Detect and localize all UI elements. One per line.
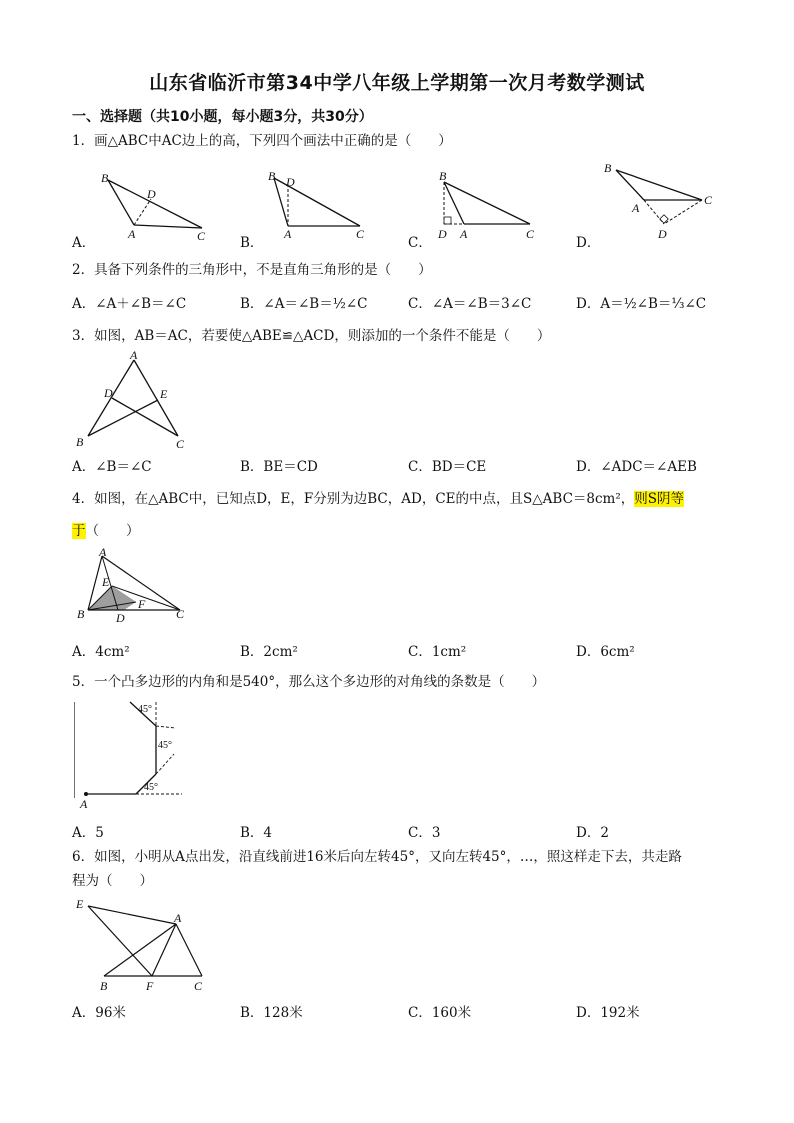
q6-label-f: F <box>146 979 154 993</box>
q6-label-a: A <box>174 911 182 925</box>
question-5-figure <box>74 698 194 810</box>
q1-option-a[interactable]: A． <box>72 235 96 251</box>
q3-label-e: E <box>160 387 168 401</box>
q5-option-c[interactable]: C．3 <box>408 825 441 841</box>
q1-figure-c <box>437 169 535 241</box>
q5-angle-label-middle: 45° <box>158 740 172 751</box>
q6-option-a[interactable]: A．96米 <box>72 1005 126 1021</box>
q1b-label-c: C <box>356 227 365 241</box>
q4-stem-line2-text: （ ） <box>85 523 140 539</box>
q2-option-c[interactable]: C．∠A＝∠B＝3∠C <box>408 296 532 312</box>
question-4-stem-line2 <box>72 520 140 542</box>
page-title: 山东省临沂市第34中学八年级上学期第一次月考数学测试 <box>149 72 645 94</box>
q6-label-e: E <box>76 897 84 911</box>
q4-stem-text: 4．如图，在△ABC中，已知点D，E，F分别为边BC，AD，CE的中点，且S△ABC＝8cm²， <box>72 491 635 507</box>
question-6-stem-line2: 程为（ ） <box>72 873 153 889</box>
q1b-label-d: D <box>286 175 295 189</box>
question-6-stem-line1: 6．如图，小明从A点出发，沿直线前进16米后向左转45°，又向左转45°，…，照这样走下去，共走路 <box>72 849 682 865</box>
q1d-label-c: C <box>704 193 713 207</box>
q6-option-b[interactable]: B．128米 <box>240 1005 303 1021</box>
question-4-figure <box>72 548 192 626</box>
question-1-stem: 1．画△ABC中AC边上的高，下列四个画法中正确的是（ ） <box>72 133 452 149</box>
q4-option-b[interactable]: B．2cm² <box>240 644 298 660</box>
question-5-stem: 5．一个凸多边形的内角和是540°，那么这个多边形的对角线的条数是（ ） <box>72 674 546 690</box>
q1-option-d[interactable]: D． <box>576 235 601 251</box>
q1d-label-b: B <box>604 162 612 175</box>
q4-label-f: F <box>138 597 146 611</box>
q4-stem-line2-highlight: 于 <box>72 523 86 539</box>
q4-option-a[interactable]: A．4cm² <box>72 644 130 660</box>
q1c-label-c: C <box>526 227 535 241</box>
q3-option-a[interactable]: A．∠B＝∠C <box>72 459 152 475</box>
q3-label-b: B <box>76 435 84 449</box>
question-1-figures <box>98 162 718 242</box>
q1-figure-b <box>268 169 365 241</box>
q5-angle-label-bottom: 45° <box>144 782 158 793</box>
q4-option-d[interactable]: D．6cm² <box>576 644 635 660</box>
q1c-label-a: A <box>460 227 468 241</box>
q1-option-b[interactable]: B． <box>240 235 264 251</box>
q1-figure-d <box>604 162 713 241</box>
q1c-label-d: D <box>438 227 447 241</box>
q5-option-d[interactable]: D．2 <box>576 825 609 841</box>
section-heading: 一、选择题（共10小题，每小题3分，共30分） <box>72 109 373 125</box>
q6-option-d[interactable]: D．192米 <box>576 1005 640 1021</box>
q1b-label-b: B <box>268 169 276 183</box>
q3-label-d: D <box>104 386 113 400</box>
q1d-label-d: D <box>658 227 667 241</box>
q5-angle-label-top: 45° <box>138 704 152 715</box>
question-2-stem: 2．具备下列条件的三角形中，不是直角三角形的是（ ） <box>72 262 432 278</box>
q1a-label-b: B <box>101 171 109 185</box>
q3-option-b[interactable]: B．BE＝CD <box>240 459 318 475</box>
q4-label-a: A <box>99 548 107 559</box>
q4-label-d: D <box>116 611 125 625</box>
question-4-stem-line1 <box>72 488 684 510</box>
q4-label-c: C <box>176 607 185 621</box>
q5-label-a: A <box>80 797 88 810</box>
question-3-figure <box>72 348 202 452</box>
q1c-label-b: B <box>439 169 447 183</box>
q2-option-d[interactable]: D．A＝½∠B＝⅓∠C <box>576 296 707 312</box>
q1a-label-c: C <box>197 229 206 242</box>
q4-label-b: B <box>77 607 85 621</box>
q1-figure-a <box>101 171 206 242</box>
question-6-figure <box>72 896 212 994</box>
q1b-label-a: A <box>284 227 292 241</box>
q4-option-c[interactable]: C．1cm² <box>408 644 467 660</box>
question-3-stem: 3．如图，AB＝AC，若要使△ABE≌△ACD，则添加的一个条件不能是（ ） <box>72 328 551 344</box>
q5-option-a[interactable]: A．5 <box>72 825 104 841</box>
q1d-label-a: A <box>632 201 640 215</box>
q4-stem-highlight: 则S阴等 <box>634 491 685 507</box>
q4-label-e: E <box>102 575 110 589</box>
q6-option-c[interactable]: C．160米 <box>408 1005 472 1021</box>
q1a-label-a: A <box>128 227 136 241</box>
q6-label-b: B <box>100 979 108 993</box>
q2-option-a[interactable]: A．∠A＋∠B＝∠C <box>72 296 187 312</box>
q3-option-c[interactable]: C．BD＝CE <box>408 459 487 475</box>
q3-option-d[interactable]: D．∠ADC＝∠AEB <box>576 459 697 475</box>
q3-label-a: A <box>130 348 138 362</box>
q1-option-c[interactable]: C． <box>408 235 432 251</box>
q6-label-c: C <box>194 979 203 993</box>
q3-label-c: C <box>176 437 185 451</box>
q1a-label-d: D <box>147 187 156 201</box>
q2-option-b[interactable]: B．∠A＝∠B＝½∠C <box>240 296 368 312</box>
q5-option-b[interactable]: B．4 <box>240 825 273 841</box>
